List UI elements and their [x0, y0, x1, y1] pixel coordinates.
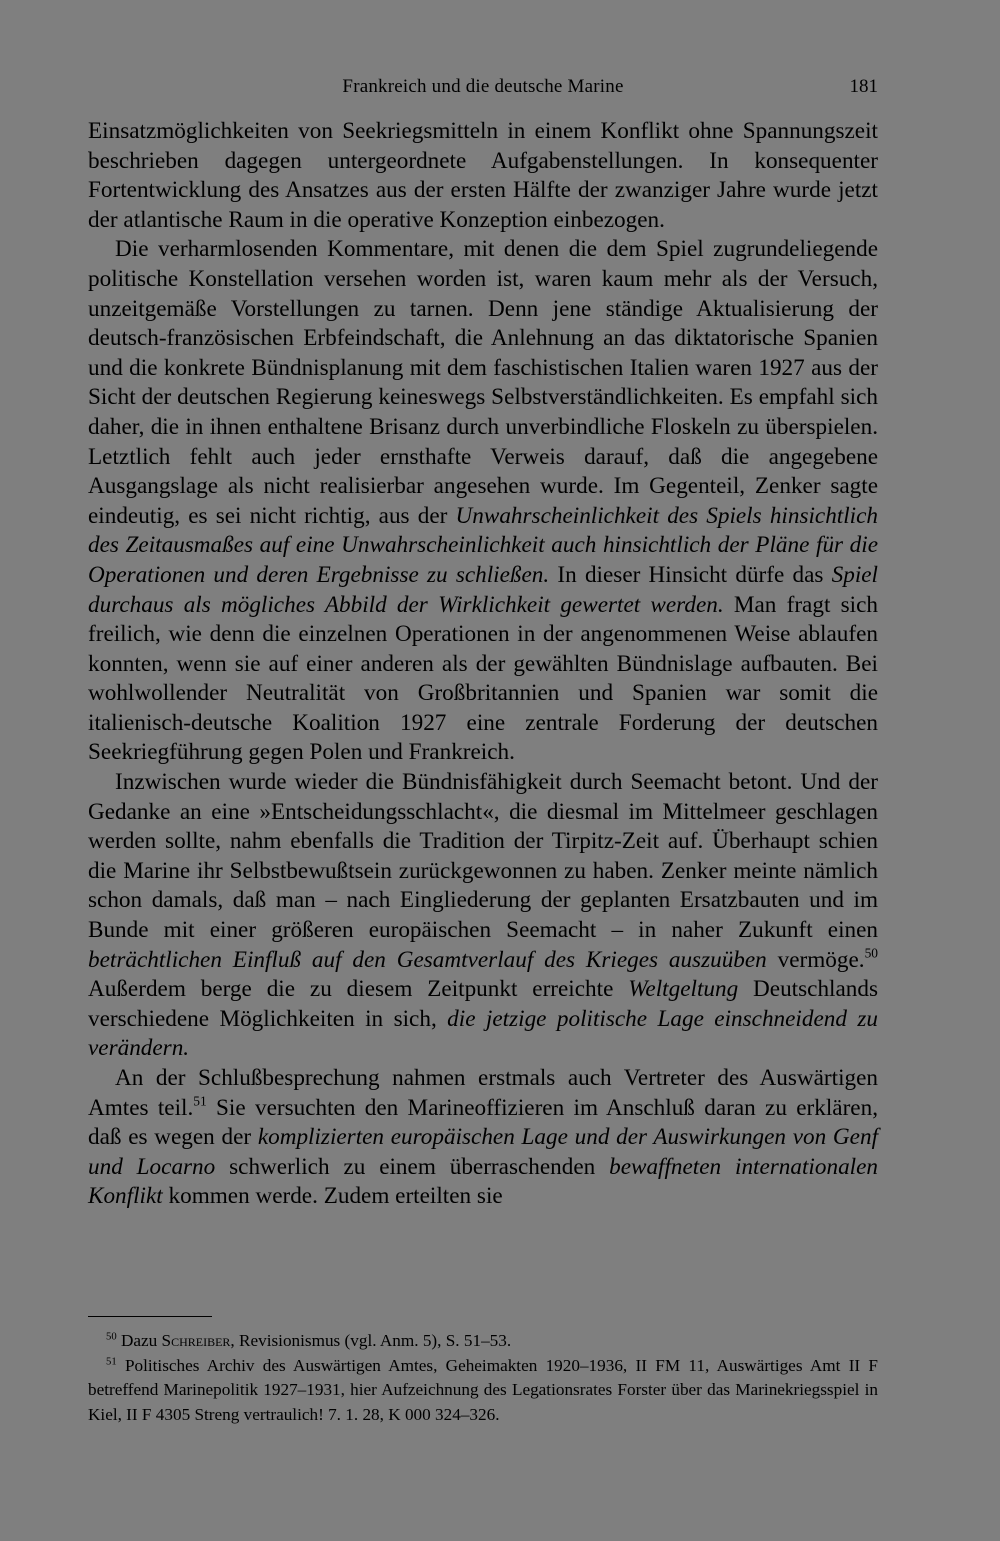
main-text: [88, 117, 878, 1212]
text-run: Deutschlands verschiedene Möglichkeiten in sich,: [88, 976, 878, 1032]
text-run: Einsatzmöglichkeiten von Seekriegsmitteln in einem Konflikt ohne Spannungszeit beschrieben dagegen untergeordnete Aufgabenstellungen. In konsequenter Fortentwicklung des Ansatzes aus der ersten Hälfte der zwanziger Jahre wurde jetzt der atlantische Raum in die operative Konzeption einbezogen.: [88, 118, 878, 233]
footnote: [88, 1354, 878, 1428]
italic-text: die jetzige politische Lage einschneidend zu verändern.: [88, 1005, 878, 1062]
italic-text: beträchtlichen Einfluß auf den Gesamtverlauf des Krieges auszuüben: [88, 946, 767, 973]
footnote: [88, 1329, 878, 1354]
page-number: 181: [849, 76, 878, 97]
italic-text: Unwahrscheinlichkeit des Spiels hinsichtlich des Zeitausmaßes auf eine Unwahrscheinlichkeit auch hinsichtlich der Pläne für die Operationen und deren Ergebnisse zu schließen.: [88, 502, 879, 588]
italic-text: Spiel durchaus als mögliches Abbild der Wirklichkeit gewertet werden.: [88, 561, 878, 618]
text-run: Dazu: [116, 1331, 162, 1350]
running-title: Frankreich und die deutsche Marine: [342, 76, 624, 97]
italic-text: bewaffneten internationalen Konflikt: [88, 1153, 878, 1210]
paragraph: [88, 117, 878, 235]
text-run: schwerlich zu einem überraschenden: [215, 1153, 610, 1180]
footnote-number: 50: [106, 1331, 117, 1343]
text-run: vermöge.: [766, 946, 865, 973]
text-run: An der Schlußbesprechung nahmen erstmals auch Vertreter des Auswärtigen Amtes teil.: [88, 1065, 878, 1121]
footnote-reference: 51: [193, 1093, 207, 1109]
text-run: In dieser Hinsicht dürfe das: [549, 561, 832, 588]
italic-text: komplizierten europäischen Lage und der Auswirkungen von Genf und Locarno: [88, 1124, 879, 1180]
text-run: Inzwischen wurde wieder die Bündnisfähigkeit durch Seemacht betont. Und der Gedanke an eine »Entscheidungsschlacht«, die diesmal im Mittelmeer geschlagen werden sollte, nahm ebenfalls die Tradition der Tirpitz-Zeit auf. Überhaupt schien die Marine ihr Selbstbewußtsein zurückgewonnen zu haben. Zenker meinte nämlich schon damals, daß man – nach Eingliederung der geplanten Ersatzbauten und im Bunde mit einer größeren europäischen Seemacht – in naher Zukunft einen: [88, 769, 878, 944]
paragraph: [88, 768, 878, 1064]
footnote-number: 51: [106, 1356, 117, 1368]
text-run: Sie versuchten den Marineoffizieren im Anschluß daran zu erklären, daß es wegen der: [88, 1094, 878, 1151]
footnote-separator: [88, 1316, 212, 1317]
italic-text: Weltgeltung: [628, 976, 739, 1003]
footnote-reference: 50: [864, 945, 878, 961]
paragraph: [88, 235, 878, 768]
text-run: Die verharmlosenden Kommentare, mit denen die dem Spiel zugrundeliegende politische Konstellation versehen worden ist, waren kaum mehr als der Versuch, unzeitgemäße Vorstellungen zu tarnen. Denn jene ständige Aktualisierung der deutsch-französischen Erbfeindschaft, die Anlehnung an das diktatorische Spanien und die konkrete Bündnisplanung mit dem faschistischen Italien waren 1927 aus der Sicht der deutschen Regierung keineswegs Selbstverständlichkeiten. Es empfahl sich daher, die in ihnen enthaltene Brisanz durch unverbindliche Floskeln zu überspielen. Letztlich fehlt auch jeder ernsthafte Verweis darauf, daß die angegebene Ausgangslage als nicht realisierbar angesehen wurde. Im Gegenteil, Zenker sagte eindeutig, es sei nicht richtig, aus der: [88, 236, 878, 529]
text-run: Außerdem berge die zu diesem Zeitpunkt erreichte: [88, 976, 629, 1003]
footnotes: [88, 1329, 878, 1427]
running-header: [88, 72, 878, 102]
author-name: Schreiber: [161, 1331, 231, 1350]
text-run: , Revisionismus (vgl. Anm. 5), S. 51–53.: [230, 1331, 512, 1350]
text-run: Politisches Archiv des Auswärtigen Amtes, Geheimakten 1920–1936, II FM 11, Auswärtiges Amt II F betreffend Marinepolitik 1927–1931, hier Aufzeichnung des Legationsrates Forster über das Marinekriegsspiel in Kiel, II F 4305 Streng vertraulich! 7. 1. 28, K 000 324–326.: [88, 1355, 878, 1424]
text-run: kommen werde. Zudem erteilten sie: [162, 1183, 503, 1210]
paragraph: [88, 1064, 878, 1212]
text-run: Man fragt sich freilich, wie denn die einzelnen Operationen in der angenommenen Weise ablaufen konnten, wenn sie auf einer anderen als der gewählten Bündnislage aufbauten. Bei wohlwollender Neutralität von Großbritannien und Spanien war somit die italienisch-deutsche Koalition 1927 eine zentrale Forderung der deutschen Seekriegführung gegen Polen und Frankreich.: [88, 591, 878, 766]
